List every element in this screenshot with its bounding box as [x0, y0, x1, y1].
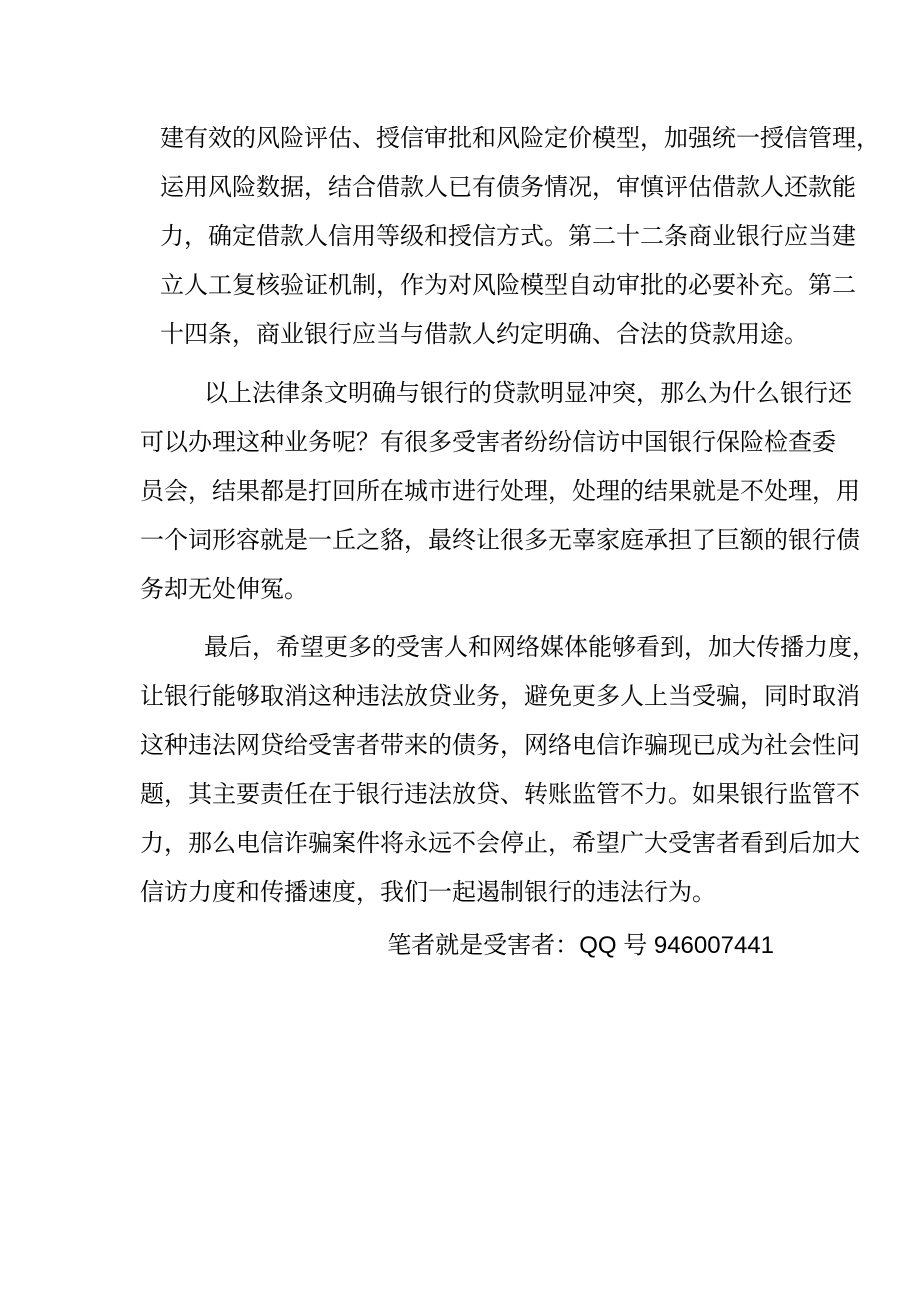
paragraph-line: 最后，希望更多的受害人和网络媒体能够看到，加大传播力度，	[204, 633, 876, 661]
contact-qq: QQ 号 946007441	[579, 932, 774, 959]
paragraph-line: 这种违法网贷给受害者带来的债务，网络电信诈骗现已成为社会性问	[140, 731, 860, 759]
paragraph-line: 让银行能够取消这种违法放贷业务，避免更多人上当受骗，同时取消	[140, 682, 860, 710]
paragraph-line: 务却无处伸冤。	[140, 575, 308, 603]
paragraph-line: 信访力度和传播速度，我们一起遏制银行的违法行为。	[140, 878, 716, 906]
paragraph-line: 可以办理这种业务呢？有很多受害者纷纷信访中国银行保险检查委	[140, 428, 836, 456]
paragraph-line: 运用风险数据，结合借款人已有债务情况，审慎评估借款人还款能	[160, 173, 856, 201]
signature-label: 笔者就是受害者：	[387, 931, 580, 959]
paragraph-line: 建有效的风险评估、授信审批和风险定价模型，加强统一授信管理，	[160, 124, 880, 152]
paragraph-line: 一个词形容就是一丘之貉，最终让很多无辜家庭承担了巨额的银行债	[140, 526, 860, 554]
paragraph-line: 员会，结果都是打回所在城市进行处理，处理的结果就是不处理，用	[140, 477, 860, 505]
paragraph-line: 题，其主要责任在于银行违法放贷、转账监管不力。如果银行监管不	[140, 780, 860, 808]
author-signature	[387, 929, 774, 962]
paragraph-line: 十四条，商业银行应当与借款人约定明确、合法的贷款用途。	[160, 320, 808, 348]
paragraph-line: 力，确定借款人信用等级和授信方式。第二十二条商业银行应当建	[160, 222, 856, 250]
paragraph-line: 力，那么电信诈骗案件将永远不会停止，希望广大受害者看到后加大	[140, 829, 860, 857]
paragraph-line: 立人工复核验证机制，作为对风险模型自动审批的必要补充。第二	[160, 271, 856, 299]
paragraph-line: 以上法律条文明确与银行的贷款明显冲突，那么为什么银行还	[204, 379, 852, 407]
